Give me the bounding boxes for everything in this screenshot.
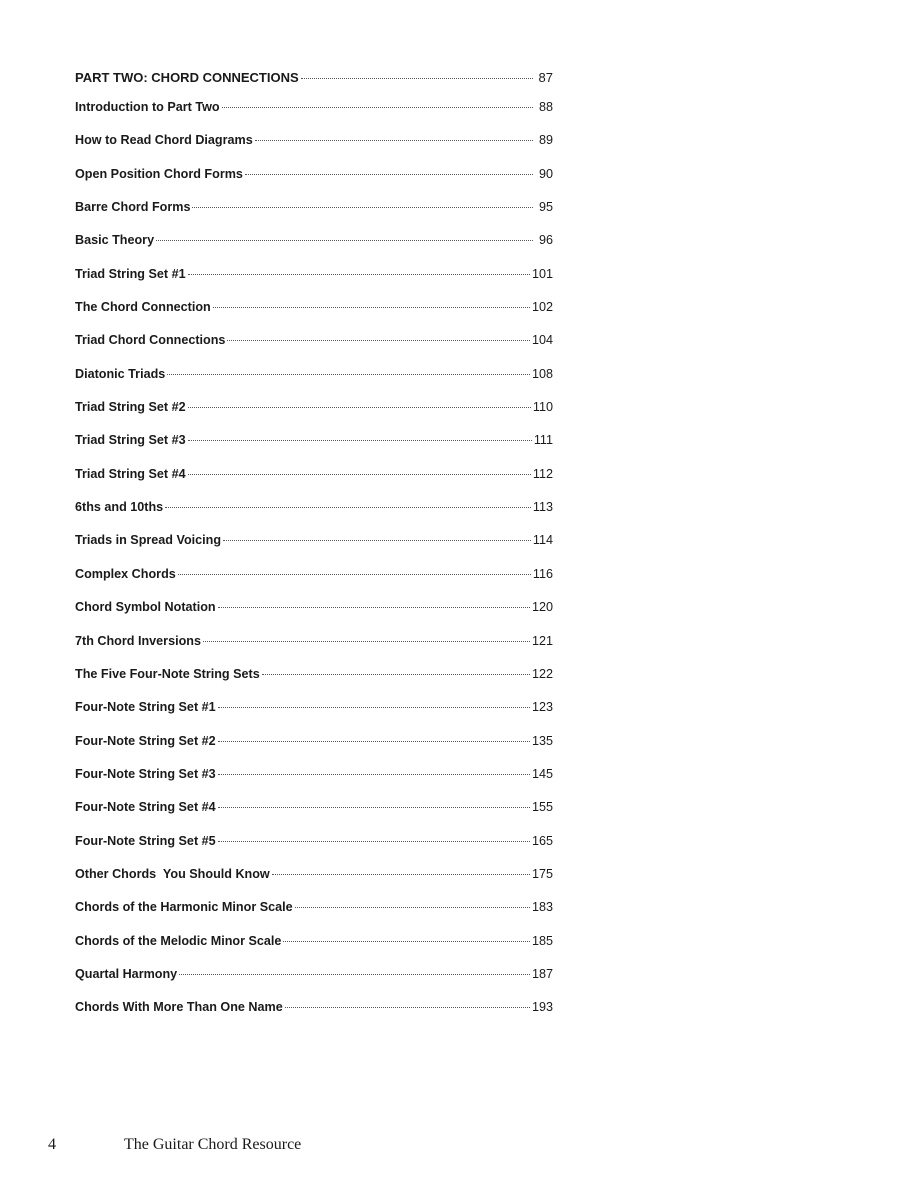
toc-entry-page: 101 [531,266,553,281]
dot-leader [203,641,530,642]
toc-entry-page: 121 [531,633,553,648]
toc-entry-title: Four-Note String Set #4 [75,800,216,815]
toc-entry-title: Basic Theory [75,233,155,248]
toc-entry-page: 89 [538,133,553,148]
toc-entry-page: 122 [531,666,553,681]
toc-entry[interactable] [75,233,553,266]
toc-entry-page: 123 [531,700,553,715]
toc-entry[interactable] [75,500,553,533]
page-footer [48,1136,301,1154]
toc-entry-title: Chord Symbol Notation [75,600,216,615]
toc-entry-page: 111 [533,433,553,448]
dot-leader [188,274,530,275]
toc-entry[interactable] [75,967,553,1000]
dot-leader [295,907,530,908]
toc-entry[interactable] [75,900,553,933]
toc-entry[interactable] [75,867,553,900]
toc-entry-page: 120 [531,600,553,615]
table-of-contents [75,70,553,1034]
dot-leader [285,1007,530,1008]
dot-leader [218,807,530,808]
dot-leader [272,874,530,875]
dot-leader [192,207,533,208]
toc-entry[interactable] [75,433,553,466]
toc-entry-title: Triad String Set #4 [75,466,186,481]
toc-entry-title: 6ths and 10ths [75,500,164,515]
toc-entry[interactable] [75,333,553,366]
toc-entry-page: 95 [538,200,553,215]
dot-leader [218,774,530,775]
dot-leader [179,974,530,975]
toc-entry[interactable] [75,1000,553,1033]
toc-entry-title: Introduction to Part Two [75,100,220,114]
toc-entry-title: Triad Chord Connections [75,333,226,348]
toc-entry[interactable] [75,100,553,133]
toc-entry-page: 155 [531,800,553,815]
toc-entry-page: 104 [531,333,553,348]
toc-entry[interactable] [75,767,553,800]
toc-entry-title: Open Position Chord Forms [75,166,243,181]
toc-entry[interactable] [75,400,553,433]
toc-entry[interactable] [75,367,553,400]
toc-entry-title: Four-Note String Set #3 [75,766,216,781]
toc-entry-title: Chords of the Harmonic Minor Scale [75,900,293,915]
dot-leader [283,941,530,942]
toc-entry-page: 145 [531,766,553,781]
toc-entry[interactable] [75,734,553,767]
toc-entry-title: Triads in Spread Voicing [75,533,222,548]
toc-entry-title: Four-Note String Set #1 [75,700,216,715]
toc-entry-title: Four-Note String Set #5 [75,833,216,848]
dot-leader [255,140,533,141]
toc-entry-page: 165 [531,833,553,848]
toc-entry-page: 96 [538,233,553,248]
footer-book-title: The Guitar Chord Resource [124,1136,302,1153]
toc-entry-page: 175 [531,866,553,881]
toc-entry-part-two[interactable] [75,70,553,100]
toc-entry[interactable] [75,800,553,833]
dot-leader [218,707,530,708]
toc-entry[interactable] [75,300,553,333]
toc-entry-page: 116 [532,566,553,581]
dot-leader [188,440,532,441]
toc-entry-title: The Five Four-Note String Sets [75,666,260,681]
toc-entry[interactable] [75,267,553,300]
toc-entry-title: Quartal Harmony [75,966,178,981]
toc-entry-title: Four-Note String Set #2 [75,733,216,748]
dot-leader [223,540,531,541]
toc-entry-title: How to Read Chord Diagrams [75,133,253,148]
toc-entry-title: Triad String Set #2 [75,400,186,415]
toc-entry-title: Barre Chord Forms [75,200,191,215]
dot-leader [301,78,533,79]
toc-entry-title: Triad String Set #3 [75,433,186,448]
toc-entry-page: 193 [531,1000,553,1015]
toc-entry-page: 187 [531,966,553,981]
dot-leader [178,574,531,575]
footer-page-number: 4 [48,1136,56,1153]
toc-entry-title: The Chord Connection [75,300,211,315]
dot-leader [156,240,533,241]
toc-entry-page: 183 [531,900,553,915]
toc-entry-page: 135 [531,733,553,748]
toc-entry[interactable] [75,200,553,233]
dot-leader [245,174,533,175]
dot-leader [167,374,530,375]
toc-entry-title: Chords of the Melodic Minor Scale [75,933,282,948]
dot-leader [188,474,531,475]
toc-entry-page: 185 [531,933,553,948]
toc-entry-page: 102 [531,300,553,315]
toc-entry[interactable] [75,133,553,166]
toc-entry-title: 7th Chord Inversions [75,633,201,648]
toc-entry-page: 90 [538,166,553,181]
toc-entry[interactable] [75,533,553,566]
toc-entry-title: PART TWO: CHORD CONNECTIONS [75,70,299,85]
toc-entry[interactable] [75,467,553,500]
toc-entry[interactable] [75,834,553,867]
toc-entry-title: Other Chords You Should Know [75,866,270,881]
dot-leader [218,741,530,742]
toc-entry[interactable] [75,167,553,200]
toc-entry[interactable] [75,667,553,700]
dot-leader [227,340,530,341]
toc-entry-page: 87 [538,70,553,85]
toc-entry-title: Complex Chords [75,566,176,581]
toc-entry-page: 112 [532,466,553,481]
toc-entry[interactable] [75,634,553,667]
toc-entry[interactable] [75,934,553,967]
dot-leader [218,607,530,608]
toc-entry-title: Chords With More Than One Name [75,1000,283,1015]
toc-entry-title: Diatonic Triads [75,366,166,381]
toc-entry-page: 113 [532,500,553,515]
dot-leader [218,841,530,842]
toc-entry[interactable] [75,567,553,600]
toc-entry-page: 110 [532,400,553,415]
dot-leader [165,507,531,508]
dot-leader [188,407,531,408]
toc-entry-page: 88 [538,100,553,114]
dot-leader [222,107,533,108]
toc-entry[interactable] [75,700,553,733]
toc-entry-page: 108 [531,366,553,381]
dot-leader [262,674,530,675]
toc-entry-title: Triad String Set #1 [75,266,186,281]
toc-entry-page: 114 [532,533,553,548]
toc-entry[interactable] [75,600,553,633]
dot-leader [213,307,530,308]
